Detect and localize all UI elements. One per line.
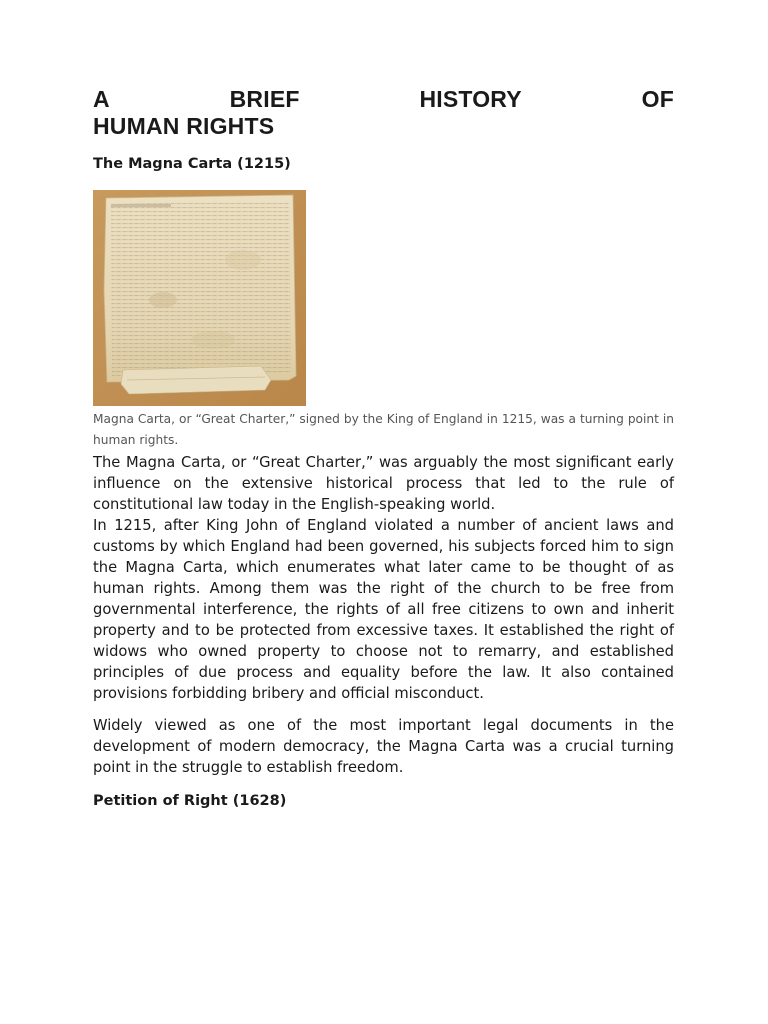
- magna-carta-image: [93, 190, 306, 406]
- title-line-2: HUMAN RIGHTS: [93, 113, 275, 139]
- magna-carta-illustration: [93, 190, 306, 406]
- paragraph: In 1215, after King John of England violated a number of ancient laws and customs by which England had been governed, his subjects forced him to sign the Magna Carta, which enumerates what later came to be thought of as human rights. Among them was the right of the church to be free from governmental interference, the rights of all free citizens to own and inherit property and to be protected from excessive taxes. It established the right of widows who owned property to choose not to remarry, and established principles of due process and equality before the law. It also contained provisions forbidding bribery and official misconduct.: [93, 517, 674, 702]
- title-word: A: [93, 86, 110, 112]
- title-word: BRIEF: [229, 86, 300, 112]
- title-line-1: [93, 86, 674, 113]
- title-word: HISTORY: [419, 86, 522, 112]
- paragraph: The Magna Carta, or “Great Charter,” was arguably the most significant early influence on the extensive historical process that led to the rule of constitutional law today in the English-speaking world.: [93, 454, 674, 513]
- document-title: [93, 86, 674, 140]
- paragraph: Widely viewed as one of the most important legal documents in the development of modern democracy, the Magna Carta was a crucial turning point in the struggle to establish freedom.: [93, 717, 674, 776]
- title-word: OF: [641, 86, 674, 112]
- image-caption: Magna Carta, or “Great Charter,” signed by the King of England in 1215, was a turning point in human rights.: [93, 412, 674, 447]
- section-heading-magna-carta: The Magna Carta (1215): [93, 156, 291, 172]
- section-heading-petition-of-right: Petition of Right (1628): [93, 793, 287, 809]
- document-page: [93, 86, 674, 811]
